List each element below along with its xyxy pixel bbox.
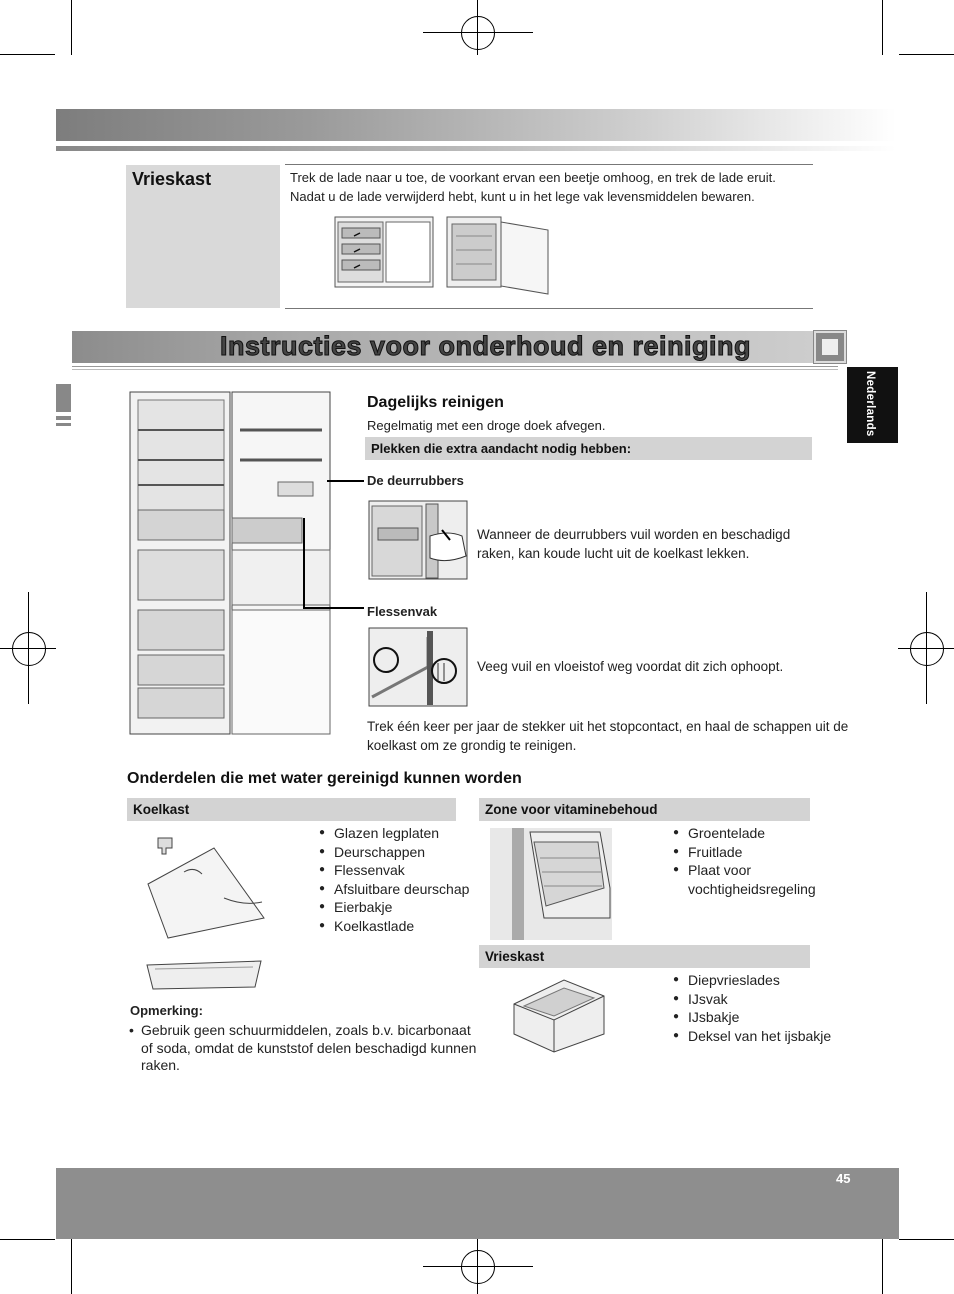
list-item: ● Flessenvak bbox=[319, 861, 469, 880]
fridge-header: Koelkast bbox=[127, 798, 456, 821]
washable-heading: Onderdelen die met water gereinigd kunnen worden bbox=[127, 770, 522, 787]
yearly-text-2: koelkast om ze grondig te reinigen. bbox=[367, 738, 577, 753]
note-text bbox=[141, 1022, 476, 1075]
freezer-text-1: Trek de lade naar u toe, de voorkant ervan een beetje omhoog, en trek de lade eruit. bbox=[290, 170, 776, 185]
vegetable-drawer-illustration bbox=[490, 828, 612, 940]
registration-mark-icon bbox=[12, 632, 46, 666]
list-item: ● Glazen legplaten bbox=[319, 824, 469, 843]
daily-text: Regelmatig met een droge doek afvegen. bbox=[367, 418, 606, 433]
list-item: ● Fruitlade bbox=[673, 843, 816, 862]
door-rubbers-text-1: Wanneer de deurrubbers vuil worden en beschadigd bbox=[477, 527, 791, 542]
freezer-empty-illustration bbox=[446, 216, 552, 296]
list-item: ● Afsluitbare deurschap bbox=[319, 880, 469, 899]
washing-shelf-illustration bbox=[144, 834, 266, 940]
bottle-compartment-illustration bbox=[368, 627, 468, 707]
freezer-open-illustration bbox=[334, 216, 434, 288]
language-tab bbox=[847, 367, 898, 443]
freezer-parts-list bbox=[633, 971, 831, 1045]
list-item: ● Eierbakje bbox=[319, 898, 469, 917]
footer-band bbox=[56, 1168, 899, 1239]
freezer-drawer-illustration bbox=[508, 974, 608, 1054]
note-line-1: Gebruik geen schuurmiddelen, zoals b.v. bicarbonaat bbox=[141, 1022, 471, 1038]
header-band bbox=[56, 109, 896, 141]
language-tab-label: Nederlands bbox=[864, 371, 876, 437]
list-item: ● IJsbakje bbox=[673, 1008, 831, 1027]
page-number: 45 bbox=[836, 1171, 851, 1186]
list-item-continued: vochtigheidsregeling bbox=[688, 880, 816, 897]
door-tray-illustration bbox=[143, 957, 265, 991]
freezer-instructions bbox=[290, 168, 776, 206]
list-item bbox=[673, 880, 816, 899]
freezer-label: Vrieskast bbox=[132, 169, 212, 189]
door-rubbers-label: De deurrubbers bbox=[367, 473, 464, 488]
note-line-2: of soda, omdat de kunststof delen beschadigd kunnen bbox=[141, 1039, 477, 1056]
note-line-3: raken. bbox=[141, 1057, 180, 1073]
yearly-text-1: Trek één keer per jaar de stekker uit het stopcontact, en haal de schappen uit de bbox=[367, 719, 849, 734]
bottle-label: Flessenvak bbox=[367, 604, 438, 619]
freezer-text-2: Nadat u de lade verwijderd hebt, kunt u in het lege vak levensmiddelen bewaren. bbox=[290, 189, 755, 204]
registration-mark-icon bbox=[461, 16, 495, 50]
vitamin-parts-list bbox=[633, 824, 816, 898]
note-bullet: • bbox=[129, 1022, 134, 1038]
bottle-text: Veeg vuil en vloeistof weg voordat dit zich ophoopt. bbox=[477, 659, 784, 674]
list-item: ● IJsvak bbox=[673, 990, 831, 1009]
freezer-label-cell bbox=[126, 165, 280, 308]
registration-mark-icon bbox=[910, 632, 944, 666]
fridge-parts-list bbox=[279, 824, 469, 935]
list-item: ● Koelkastlade bbox=[319, 917, 469, 936]
yearly-text bbox=[367, 717, 848, 755]
freezer-header: Vrieskast bbox=[479, 945, 810, 968]
section-title: Instructies voor onderhoud en reiniging bbox=[220, 331, 752, 361]
door-rubbers-text bbox=[477, 525, 790, 563]
door-rubbers-text-2: raken, kan koude lucht uit de koelkast lekken. bbox=[477, 546, 750, 561]
registration-mark-icon bbox=[461, 1250, 495, 1284]
list-item: ● Deksel van het ijsbakje bbox=[673, 1027, 831, 1046]
section-icon bbox=[814, 331, 846, 363]
daily-heading: Dagelijks reinigen bbox=[367, 394, 504, 411]
vitamin-header: Zone voor vitaminebehoud bbox=[479, 798, 810, 821]
attention-header: Plekken die extra aandacht nodig hebben: bbox=[365, 437, 812, 460]
list-item: ● Plaat voor bbox=[673, 861, 816, 880]
list-item: ● Diepvrieslades bbox=[673, 971, 831, 990]
header-rule bbox=[56, 146, 896, 151]
list-item: ● Groentelade bbox=[673, 824, 816, 843]
door-rubbers-illustration bbox=[368, 500, 468, 580]
note-title: Opmerking: bbox=[130, 1003, 203, 1018]
list-item: ● Deurschappen bbox=[319, 843, 469, 862]
